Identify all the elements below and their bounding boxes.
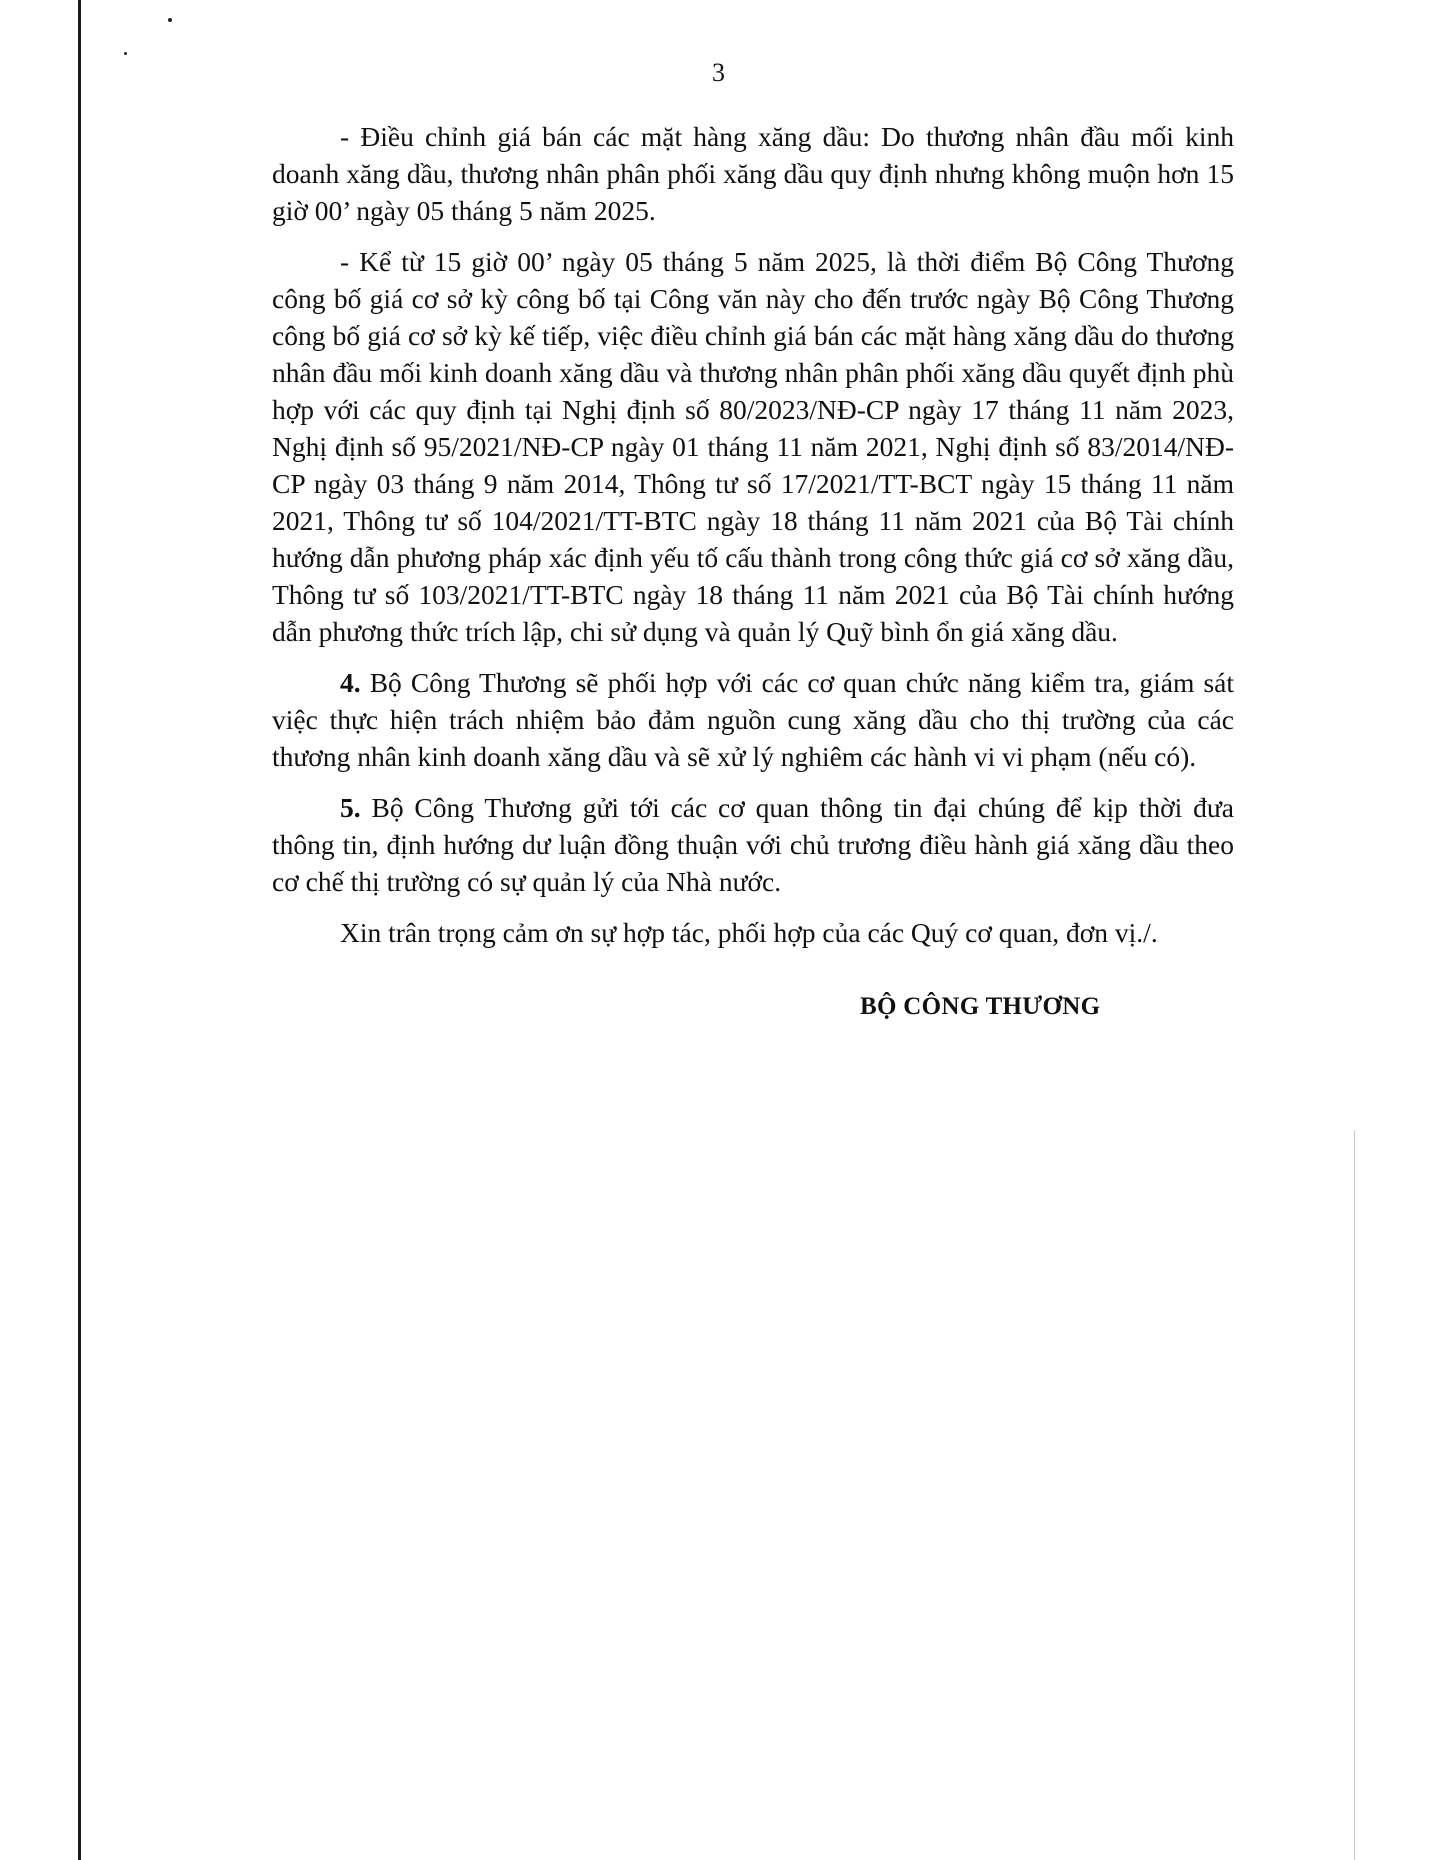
paragraph-price-adjustment	[272, 118, 1234, 229]
document-body	[272, 118, 1234, 965]
scan-speck	[124, 52, 127, 55]
page-number: 3	[712, 58, 725, 87]
paragraph-text: Bộ Công Thương sẽ phối hợp với các cơ quan chức năng kiểm tra, giám sát việc thực hiện trách nhiệm bảo đảm nguồn cung xăng dầu cho thị trường của các thương nhân kinh doanh xăng dầu và sẽ xử lý nghiêm các hành vi vi phạm (nếu có).	[272, 667, 1234, 772]
paragraph-text: - Kể từ 15 giờ 00’ ngày 05 tháng 5 năm 2025, là thời điểm Bộ Công Thương công bố giá cơ sở kỳ công bố tại Công văn này cho đến trước ngày Bộ Công Thương công bố giá cơ sở kỳ kế tiếp, việc điều chỉnh giá bán các mặt hàng xăng dầu do thương nhân đầu mối kinh doanh xăng dầu và thương nhân phân phối xăng dầu quyết định phù hợp với các quy định tại Nghị định số 80/2023/NĐ-CP ngày 17 tháng 11 năm 2023, Nghị định số 95/2021/NĐ-CP ngày 01 tháng 11 năm 2021, Nghị định số 83/2014/NĐ-CP ngày 03 tháng 9 năm 2014, Thông tư số 17/2021/TT-BCT ngày 15 tháng 11 năm 2021, Thông tư số 104/2021/TT-BTC ngày 18 tháng 11 năm 2021 của Bộ Tài chính hướng dẫn phương pháp xác định yếu tố cấu thành trong công thức giá cơ sở xăng dầu, Thông tư số 103/2021/TT-BTC ngày 18 tháng 11 năm 2021 của Bộ Tài chính hướng dẫn phương thức trích lập, chi sử dụng và quản lý Quỹ bình ổn giá xăng dầu.	[272, 246, 1234, 647]
scan-speck	[168, 18, 172, 22]
paragraph-item-5	[272, 789, 1234, 900]
signature-organization: BỘ CÔNG THƯƠNG	[860, 993, 1101, 1020]
paragraph-number: 4.	[340, 667, 361, 698]
scan-right-edge	[1354, 1130, 1355, 1860]
scan-left-edge	[78, 0, 81, 1860]
paragraph-text: Xin trân trọng cảm ơn sự hợp tác, phối hợp của các Quý cơ quan, đơn vị./.	[340, 917, 1158, 948]
paragraph-effective-time	[272, 243, 1234, 650]
paragraph-text: - Điều chỉnh giá bán các mặt hàng xăng dầu: Do thương nhân đầu mối kinh doanh xăng dầu, thương nhân phân phối xăng dầu quy định nhưng không muộn hơn 15 giờ 00’ ngày 05 tháng 5 năm 2025.	[272, 121, 1234, 226]
paragraph-item-4	[272, 664, 1234, 775]
paragraph-number: 5.	[340, 792, 361, 823]
paragraph-closing	[272, 914, 1234, 951]
paragraph-text: Bộ Công Thương gửi tới các cơ quan thông tin đại chúng để kịp thời đưa thông tin, định hướng dư luận đồng thuận với chủ trương điều hành giá xăng dầu theo cơ chế thị trường có sự quản lý của Nhà nước.	[272, 792, 1234, 897]
